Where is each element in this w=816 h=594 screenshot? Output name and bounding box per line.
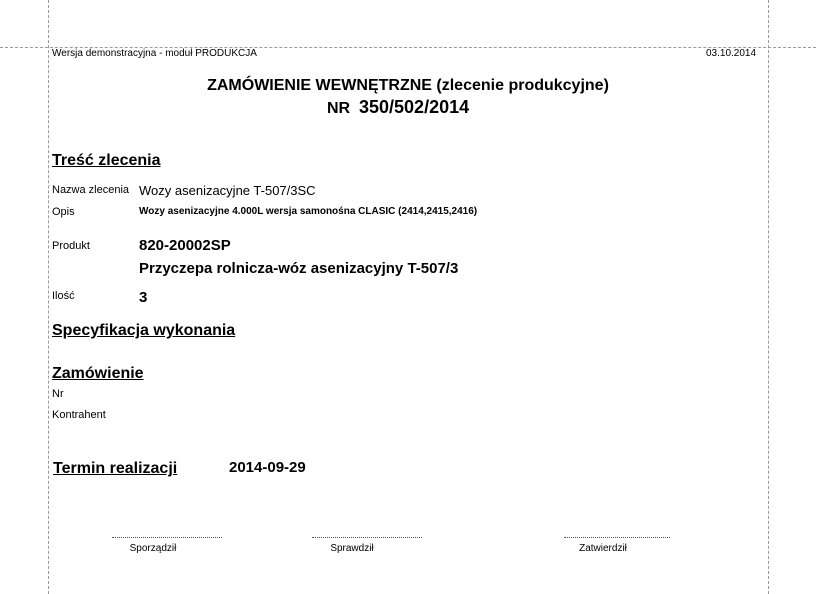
section-zamowienie: Zamówienie [52,365,144,382]
section-specyfikacja: Specyfikacja wykonania [52,322,236,339]
nazwa-zlecenia-label: Nazwa zlecenia [52,184,130,196]
kontrahent-label: Kontrahent [52,409,106,421]
ilosc-label: Ilość [52,290,75,302]
header-demo-text: Wersja demonstracyjna - moduł PRODUKCJA [52,48,257,59]
nr-value: 350/502/2014 [359,97,470,117]
termin-realizacji-value: 2014-09-29 [229,459,306,476]
produkt-label: Produkt [52,240,90,252]
nr-label: NR [327,100,351,117]
signature-line-zatwierdzil [564,537,670,538]
signature-label-sprawdzil: Sprawdził [330,543,374,554]
opis-value: Wozy asenizacyjne 4.000L wersja samonośna CLASIC (2414,2415,2416) [139,206,478,217]
ilosc-value: 3 [139,289,148,306]
produkt-name: Przyczepa rolnicza-wóz asenizacyjny T-507/3 [139,260,459,277]
nazwa-zlecenia-value: Wozy asenizacyjne T-507/3SC [139,183,316,198]
section-termin-realizacji: Termin realizacji [53,460,178,477]
document-number [327,97,469,118]
header-date: 03.10.2014 [706,48,757,59]
signature-line-sporzadzil [112,537,222,538]
signature-label-zatwierdzil: Zatwierdził [579,543,627,554]
zamowienie-nr-label: Nr [52,388,64,400]
opis-label: Opis [52,206,75,218]
document-title: ZAMÓWIENIE WEWNĘTRZNE (zlecenie produkcyjne) [207,77,609,94]
section-tresc-zlecenia: Treść zlecenia [52,152,161,169]
signature-label-sporzadzil: Sporządził [129,543,177,554]
produkt-code: 820-20002SP [139,237,231,254]
signature-line-sprawdzil [312,537,422,538]
